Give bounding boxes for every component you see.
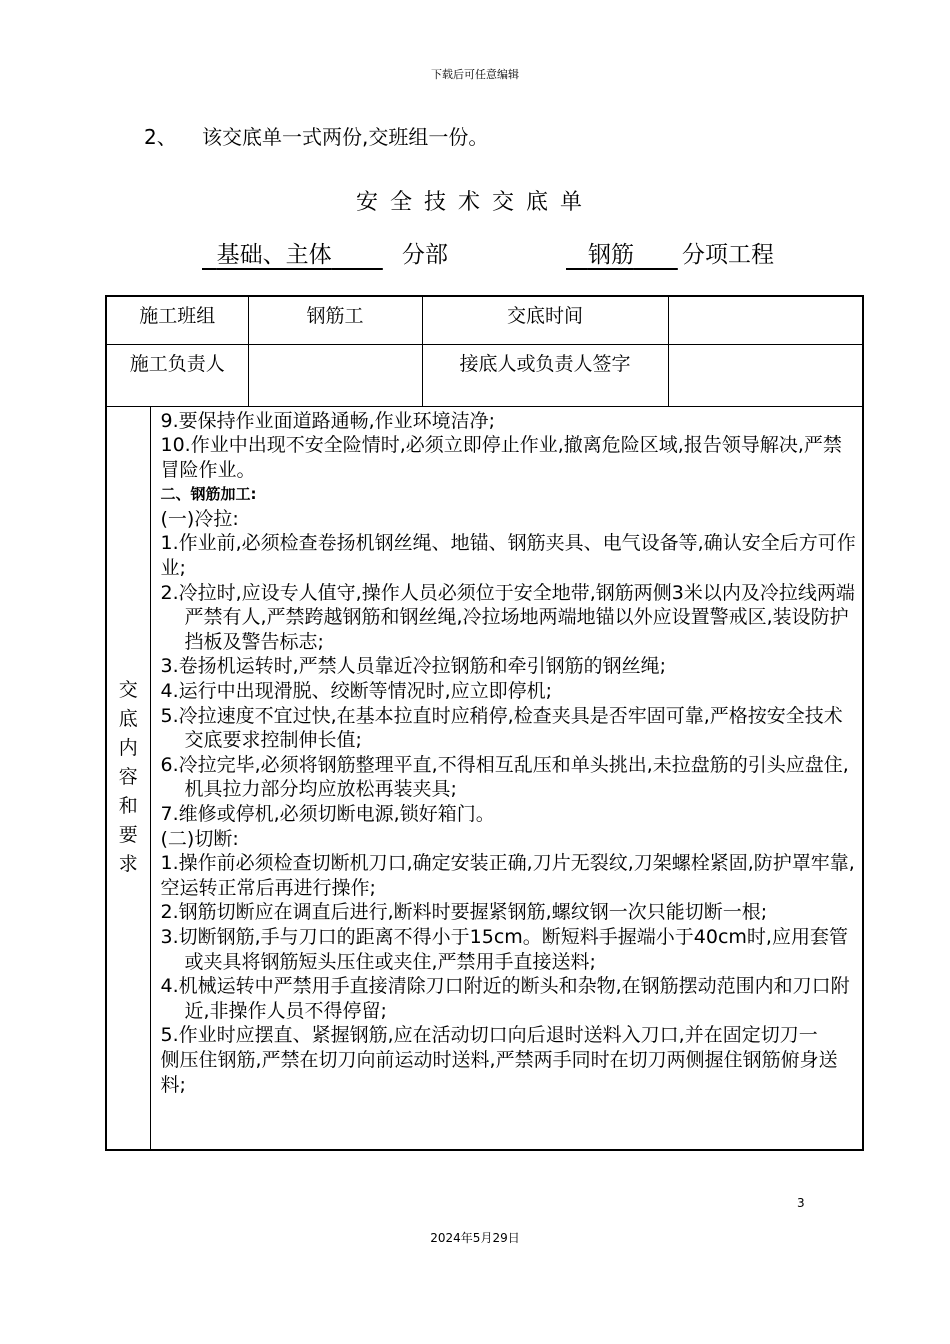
content-line: 5.作业时应摆直、紧握钢筋,应在活动切口向后退时送料入刀口,并在固定切刀一 <box>160 1024 818 1047</box>
disclosure-content <box>150 406 863 1150</box>
signature-value-cell <box>668 344 863 406</box>
team-label: 施工班组 <box>139 305 216 327</box>
content-line: 9.要保持作业面道路通畅,作业环境洁净; <box>160 409 496 432</box>
side-label-char: 底 <box>118 708 138 730</box>
responsible-label-cell <box>106 344 248 406</box>
team-value: 钢筋工 <box>306 305 364 327</box>
form-row-content <box>106 406 863 1150</box>
content-line: 侧压住钢筋,严禁在切刀向前运动时送料,严禁两手同时在切刀两侧握住钢筋俯身送料; <box>160 1048 838 1096</box>
item-label: 分项工程 <box>682 242 774 268</box>
form-row-team <box>106 296 863 344</box>
subsection-heading: (二)切断: <box>160 827 239 850</box>
time-label: 交底时间 <box>507 305 584 327</box>
header-note: 下载后可任意编辑 <box>431 68 519 81</box>
content-line: 2.冷拉时,应设专人值守,操作人员必须位于安全地带,钢筋两侧3米以内及冷拉线两端严禁有人,严禁跨越钢筋和钢丝绳,冷拉场地两端地锚以外应设置警戒区,装设防护挡板及警告标志; <box>160 581 855 653</box>
side-label-char: 交 <box>118 679 138 701</box>
content-side-label <box>106 406 150 1150</box>
note-text: 该交底单一式两份,交班组一份。 <box>202 125 489 149</box>
side-label-char: 容 <box>118 766 138 788</box>
signature-label-cell <box>422 344 668 406</box>
note-line <box>144 121 488 150</box>
time-label-cell <box>422 296 668 344</box>
signature-value <box>669 345 863 349</box>
page-number: 3 <box>797 1196 805 1210</box>
responsible-value <box>249 345 422 349</box>
time-value-cell <box>668 296 863 344</box>
side-label-char: 要 <box>118 824 138 846</box>
content-line: 2.钢筋切断应在调直后进行,断料时要握紧钢筋,螺纹钢一次只能切断一根; <box>160 901 768 924</box>
footer-date: 2024年5月29日 <box>430 1231 520 1245</box>
section-heading: 二、钢筋加工: <box>160 485 257 504</box>
content-line: 3.卷扬机运转时,严禁人员靠近冷拉钢筋和牵引钢筋的钢丝绳; <box>160 655 667 678</box>
part-value: 基础、主体 <box>216 242 332 268</box>
content-line: 1.作业前,必须检查卷扬机钢丝绳、地锚、钢筋夹具、电气设备等,确认安全后方可作业; <box>160 532 856 580</box>
form-row-responsible <box>106 344 863 406</box>
document-title: 安全技术交底单 <box>355 190 594 215</box>
content-line: 6.冷拉完毕,必须将钢筋整理平直,不得相互乱压和单头挑出,未拉盘筋的引头应盘住,机具拉力部分均应放松再装夹具; <box>160 753 849 801</box>
responsible-value-cell <box>248 344 422 406</box>
safety-disclosure-form <box>105 295 864 1151</box>
item-value: 钢筋 <box>587 242 634 268</box>
side-label-char: 和 <box>118 795 138 817</box>
subsection-heading: (一)冷拉: <box>160 507 239 530</box>
content-line: 4.机械运转中严禁用手直接清除刀口附近的断头和杂物,在钢筋摆动范围内和刀口附近,非操作人员不得停留; <box>160 975 850 1022</box>
content-line: 4.运行中出现滑脱、绞断等情况时,应立即停机; <box>160 680 553 703</box>
signature-label: 接底人或负责人签字 <box>459 352 631 375</box>
content-line: 10.作业中出现不安全险情时,必须立即停止作业,撤离危险区域,报告领导解决,严禁冒险作业。 <box>160 434 842 481</box>
team-label-cell <box>106 296 248 344</box>
side-label-char: 内 <box>118 737 138 759</box>
content-line: 7.维修或停机,必须切断电源,锁好箱门。 <box>160 803 495 825</box>
content-line: 5.冷拉速度不宜过快,在基本拉直时应稍停,检查夹具是否牢固可靠,严格按安全技术交底要求控制伸长值; <box>160 704 843 752</box>
content-line: 1.操作前必须检查切断机刀口,确定安装正确,刀片无裂纹,刀架螺栓紧固,防护罩牢靠, <box>160 852 855 875</box>
team-value-cell <box>248 296 422 344</box>
part-label: 分部 <box>402 242 448 268</box>
side-label-char: 求 <box>118 853 138 875</box>
content-line: 3.切断钢筋,手与刀口的距离不得小于15cm。断短料手握端小于40cm时,应用套管或夹具将钢筋短头压住或夹住,严禁用手直接送料; <box>160 925 848 973</box>
note-number: 2、 <box>144 125 177 149</box>
responsible-label: 施工负责人 <box>129 352 225 375</box>
sub-title <box>0 236 950 268</box>
time-value <box>669 297 863 301</box>
content-line: 空运转正常后再进行操作; <box>160 876 376 899</box>
